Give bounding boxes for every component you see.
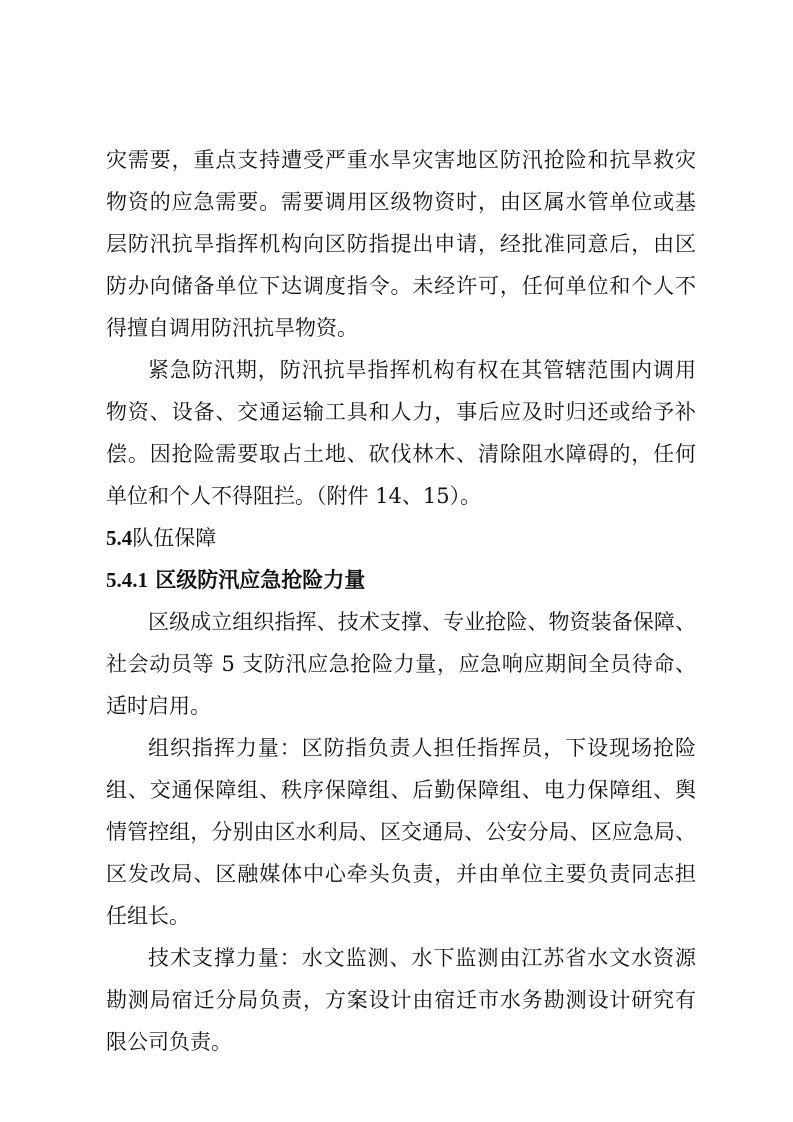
paragraph-line: 物资、设备、交通运输工具和人力，事后应及时归还或给予补	[106, 400, 696, 424]
paragraph-line: 适时启用。	[106, 694, 211, 718]
paragraph-line: 层防汛抗旱指挥机构向区防指提出申请，经批准同意后，由区	[106, 232, 696, 256]
section-heading	[106, 524, 696, 552]
section-title: 队伍保障	[132, 526, 217, 550]
paragraph-line: 紧急防汛期，防汛抗旱指挥机构有权在其管辖范围内调用	[148, 358, 696, 382]
paragraph-line: 组、交通保障组、秩序保障组、后勤保障组、电力保障组、舆	[106, 778, 696, 802]
subsection-number: 5.4.1	[106, 568, 148, 592]
paragraph-line: 区级成立组织指挥、技术支撑、专业抢险、物资装备保障、	[148, 610, 696, 634]
paragraph-line: 单位和个人不得阻拦。（附件 14、15）。	[106, 484, 482, 508]
paragraph-line: 区发改局、区融媒体中心牵头负责，并由单位主要负责同志担	[106, 862, 696, 886]
paragraph-line: 灾需要，重点支持遭受严重水旱灾害地区防汛抢险和抗旱救灾	[106, 148, 696, 172]
paragraph-line: 组织指挥力量：区防指负责人担任指挥员，下设现场抢险	[148, 736, 696, 760]
paragraph-line: 物资的应急需要。需要调用区级物资时，由区属水管单位或基	[106, 190, 696, 214]
paragraph-line: 偿。因抢险需要取占土地、砍伐林木、清除阻水障碍的，任何	[106, 442, 696, 466]
paragraph-line: 限公司负责。	[106, 1030, 232, 1054]
paragraph-line: 勘测局宿迁分局负责，方案设计由宿迁市水务勘测设计研究有	[106, 988, 696, 1012]
paragraph-line: 情管控组，分别由区水利局、区交通局、公安分局、区应急局、	[106, 820, 696, 844]
paragraph-line: 技术支撑力量：水文监测、水下监测由江苏省水文水资源	[148, 946, 696, 970]
subsection-title: 区级防汛应急抢险力量	[155, 567, 366, 592]
section-number: 5.4	[106, 526, 133, 550]
paragraph-line: 防办向储备单位下达调度指令。未经许可，任何单位和个人不	[106, 274, 696, 298]
subsection-heading	[106, 566, 696, 594]
paragraph-line: 任组长。	[106, 904, 190, 928]
paragraph-line: 得擅自调用防汛抗旱物资。	[106, 316, 358, 340]
paragraph-line: 社会动员等 5 支防汛应急抢险力量，应急响应期间全员待命、	[106, 652, 696, 676]
